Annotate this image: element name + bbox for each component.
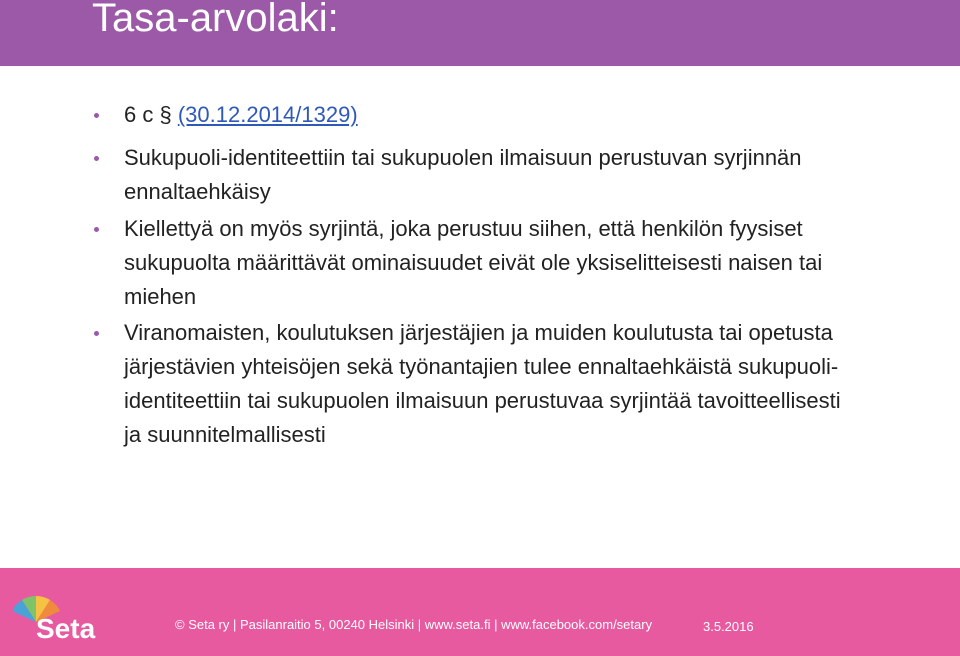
footer-bar — [0, 568, 960, 656]
bullet-item — [124, 141, 844, 209]
footer-contact: © Seta ry | Pasilanraitio 5, 00240 Helsinki | www.seta.fi | www.facebook.com/setary — [175, 617, 653, 632]
bullet-text: Kiellettyä on myös syrjintä, joka perustuu siihen, että henkilön fyysiset sukupuolta määrittävät ominaisuudet eivät ole yksiselitteisesti naisen tai miehen — [124, 216, 823, 309]
title-bar — [0, 0, 960, 66]
seta-logo-icon — [14, 592, 124, 646]
law-reference-link[interactable]: (30.12.2014/1329) — [177, 102, 358, 127]
bullet-prefix: 6 c — [124, 102, 160, 127]
logo-text: Seta — [36, 613, 96, 644]
bullet-dot-icon — [94, 113, 99, 118]
bullet-text: Viranomaisten, koulutuksen järjestäjien ja muiden koulutusta tai opetusta järjestävien yhteisöjen sekä työnantajien tulee ennaltaehkäistä sukupuoli-identiteettiin tai sukupuolen ilmaisuun perustuvaa syrjintää tavoitteellisesti ja suunnitelmallisesti — [124, 320, 841, 447]
bullet-dot-icon — [94, 331, 99, 336]
bullet-dot-icon — [94, 156, 99, 161]
bullet-item — [124, 316, 844, 452]
section-sign: § — [159, 102, 172, 127]
bullet-item — [124, 212, 844, 314]
bullet-law-reference — [124, 98, 844, 132]
slide-title: Tasa-arvolaki: — [92, 0, 339, 40]
bullet-text: Sukupuoli-identiteettiin tai sukupuolen ilmaisuun perustuvan syrjinnän ennaltaehkäisy — [124, 145, 802, 204]
bullet-dot-icon — [94, 227, 99, 232]
footer-date: 3.5.2016 — [703, 619, 754, 634]
